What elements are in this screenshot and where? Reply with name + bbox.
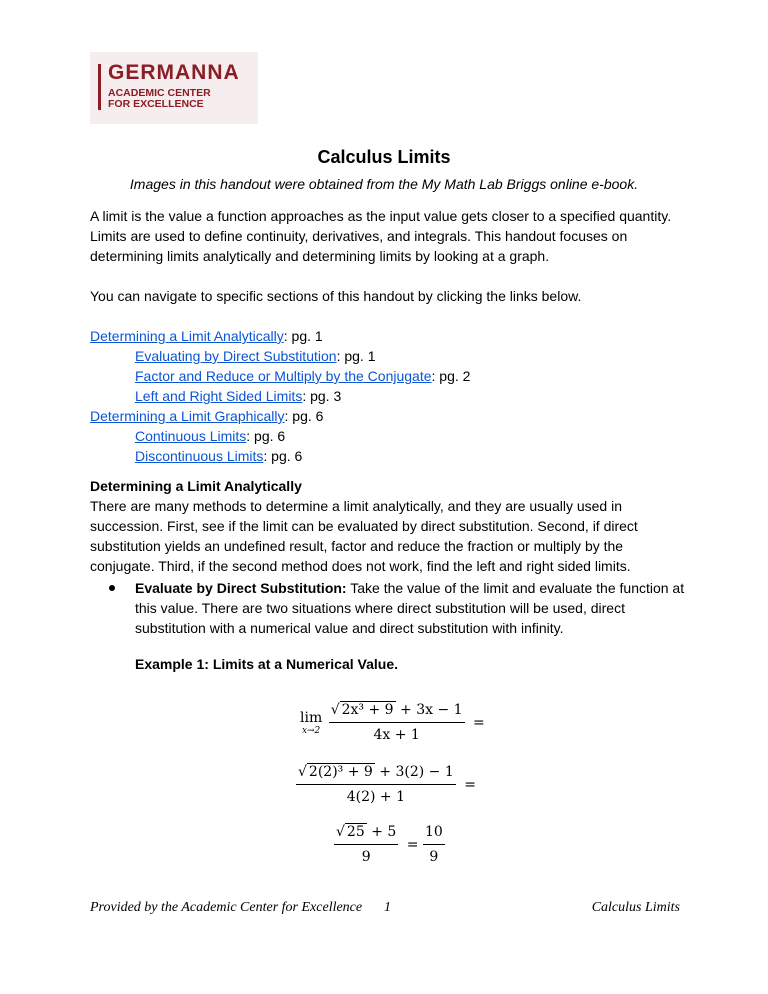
toc-page: : pg. 3 xyxy=(302,388,342,404)
radicand: 2(2)³ + 9 xyxy=(308,764,373,780)
page-title: Calculus Limits xyxy=(317,147,451,167)
toc-link[interactable]: Determining a Limit Graphically xyxy=(90,408,285,424)
bullet-icon xyxy=(109,585,115,591)
page-footer xyxy=(90,898,680,918)
footer-left: Provided by the Academic Center for Excellence xyxy=(90,900,363,915)
logo-brand: GERMANNA xyxy=(108,61,240,84)
germanna-logo xyxy=(90,52,258,124)
toc-item xyxy=(90,426,690,446)
result-denominator: 9 xyxy=(423,844,445,867)
section-body: There are many methods to determine a limit analytically, and they are usually used in succession. First, see if the limit can be evaluated by direct substitution. Second, if direct substitution yields an undefined result, factor and reduce the fraction or multiply by the conjugate. Third, if the second method does not work, find the left and right sided limits. xyxy=(90,498,638,574)
equals-sign: = xyxy=(406,836,419,853)
logo-line-1: ACADEMIC CENTER xyxy=(108,87,211,99)
toc-page: : pg. 2 xyxy=(431,368,471,384)
table-of-contents xyxy=(90,326,690,466)
fraction xyxy=(334,822,398,867)
toc-item xyxy=(90,346,690,366)
toc-link[interactable]: Factor and Reduce or Multiply by the Conjugate xyxy=(135,368,432,384)
toc-link[interactable]: Left and Right Sided Limits xyxy=(135,388,303,404)
toc-item xyxy=(90,366,690,386)
logo-bar xyxy=(98,64,101,110)
page-subtitle: Images in this handout were obtained from the My Math Lab Briggs online e-book. xyxy=(129,176,639,192)
square-root: √ 25 xyxy=(336,824,365,840)
intro-paragraph: A limit is the value a function approaches as the input value gets closer to a specified quantity. Limits are used to define continuity, derivatives, and integrals. This handout focuses on determining limits analytically and determining limits by looking at a graph. xyxy=(90,208,672,264)
limit-operator xyxy=(300,710,322,736)
toc-item xyxy=(90,326,690,346)
square-root: √ 2(2)³ + 9 xyxy=(298,764,373,780)
equation-line-2 xyxy=(296,762,476,807)
result-fraction xyxy=(423,822,445,867)
toc-item xyxy=(90,386,690,406)
numerator-rest: + 3(2) − 1 xyxy=(374,764,454,780)
toc-page: : pg. 6 xyxy=(246,428,286,444)
equation-line-3 xyxy=(334,822,445,867)
footer-right: Calculus Limits xyxy=(591,900,680,915)
denominator: 4(2) + 1 xyxy=(296,784,456,807)
toc-link[interactable]: Evaluating by Direct Substitution xyxy=(135,348,337,364)
toc-link[interactable]: Discontinuous Limits xyxy=(135,448,264,464)
result-numerator: 10 xyxy=(424,824,443,840)
toc-link[interactable]: Determining a Limit Analytically xyxy=(90,328,284,344)
bullet-item xyxy=(135,578,695,638)
bullet-body: Take the value of the limit and evaluate the function at this value. There are two situations where direct substitution will be used, direct substitution with a numerical value and direct substitution with infinity. xyxy=(135,580,685,636)
numerator-rest: + 5 xyxy=(366,824,397,840)
logo-line-2: FOR EXCELLENCE xyxy=(108,98,204,110)
toc-link[interactable]: Continuous Limits xyxy=(135,428,247,444)
fraction xyxy=(296,762,456,807)
example-title: Example 1: Limits at a Numerical Value. xyxy=(135,656,398,672)
radicand: 2x³ + 9 xyxy=(341,702,394,718)
numerator-rest: + 3x − 1 xyxy=(395,702,463,718)
limit-word: lim xyxy=(300,709,323,726)
radicand: 25 xyxy=(346,824,365,840)
limit-subscript: x→2 xyxy=(301,725,321,736)
toc-page: : pg. 1 xyxy=(283,328,323,344)
denominator: 9 xyxy=(334,844,398,867)
navigate-paragraph: You can navigate to specific sections of this handout by clicking the links below. xyxy=(90,288,582,304)
equals-sign: = xyxy=(464,776,476,793)
fraction xyxy=(329,700,465,745)
square-root: √ 2x³ + 9 xyxy=(330,702,394,718)
toc-page: : pg. 6 xyxy=(263,448,303,464)
page-number: 1 xyxy=(384,900,391,915)
toc-page: : pg. 1 xyxy=(336,348,376,364)
toc-page: : pg. 6 xyxy=(284,408,324,424)
denominator: 4x + 1 xyxy=(329,722,465,745)
bullet-lead: Evaluate by Direct Substitution: xyxy=(135,580,347,596)
equals-sign: = xyxy=(473,714,485,731)
toc-item xyxy=(90,406,690,426)
section-heading: Determining a Limit Analytically xyxy=(90,478,302,494)
equation-line-1 xyxy=(300,700,485,745)
toc-item xyxy=(90,446,690,466)
